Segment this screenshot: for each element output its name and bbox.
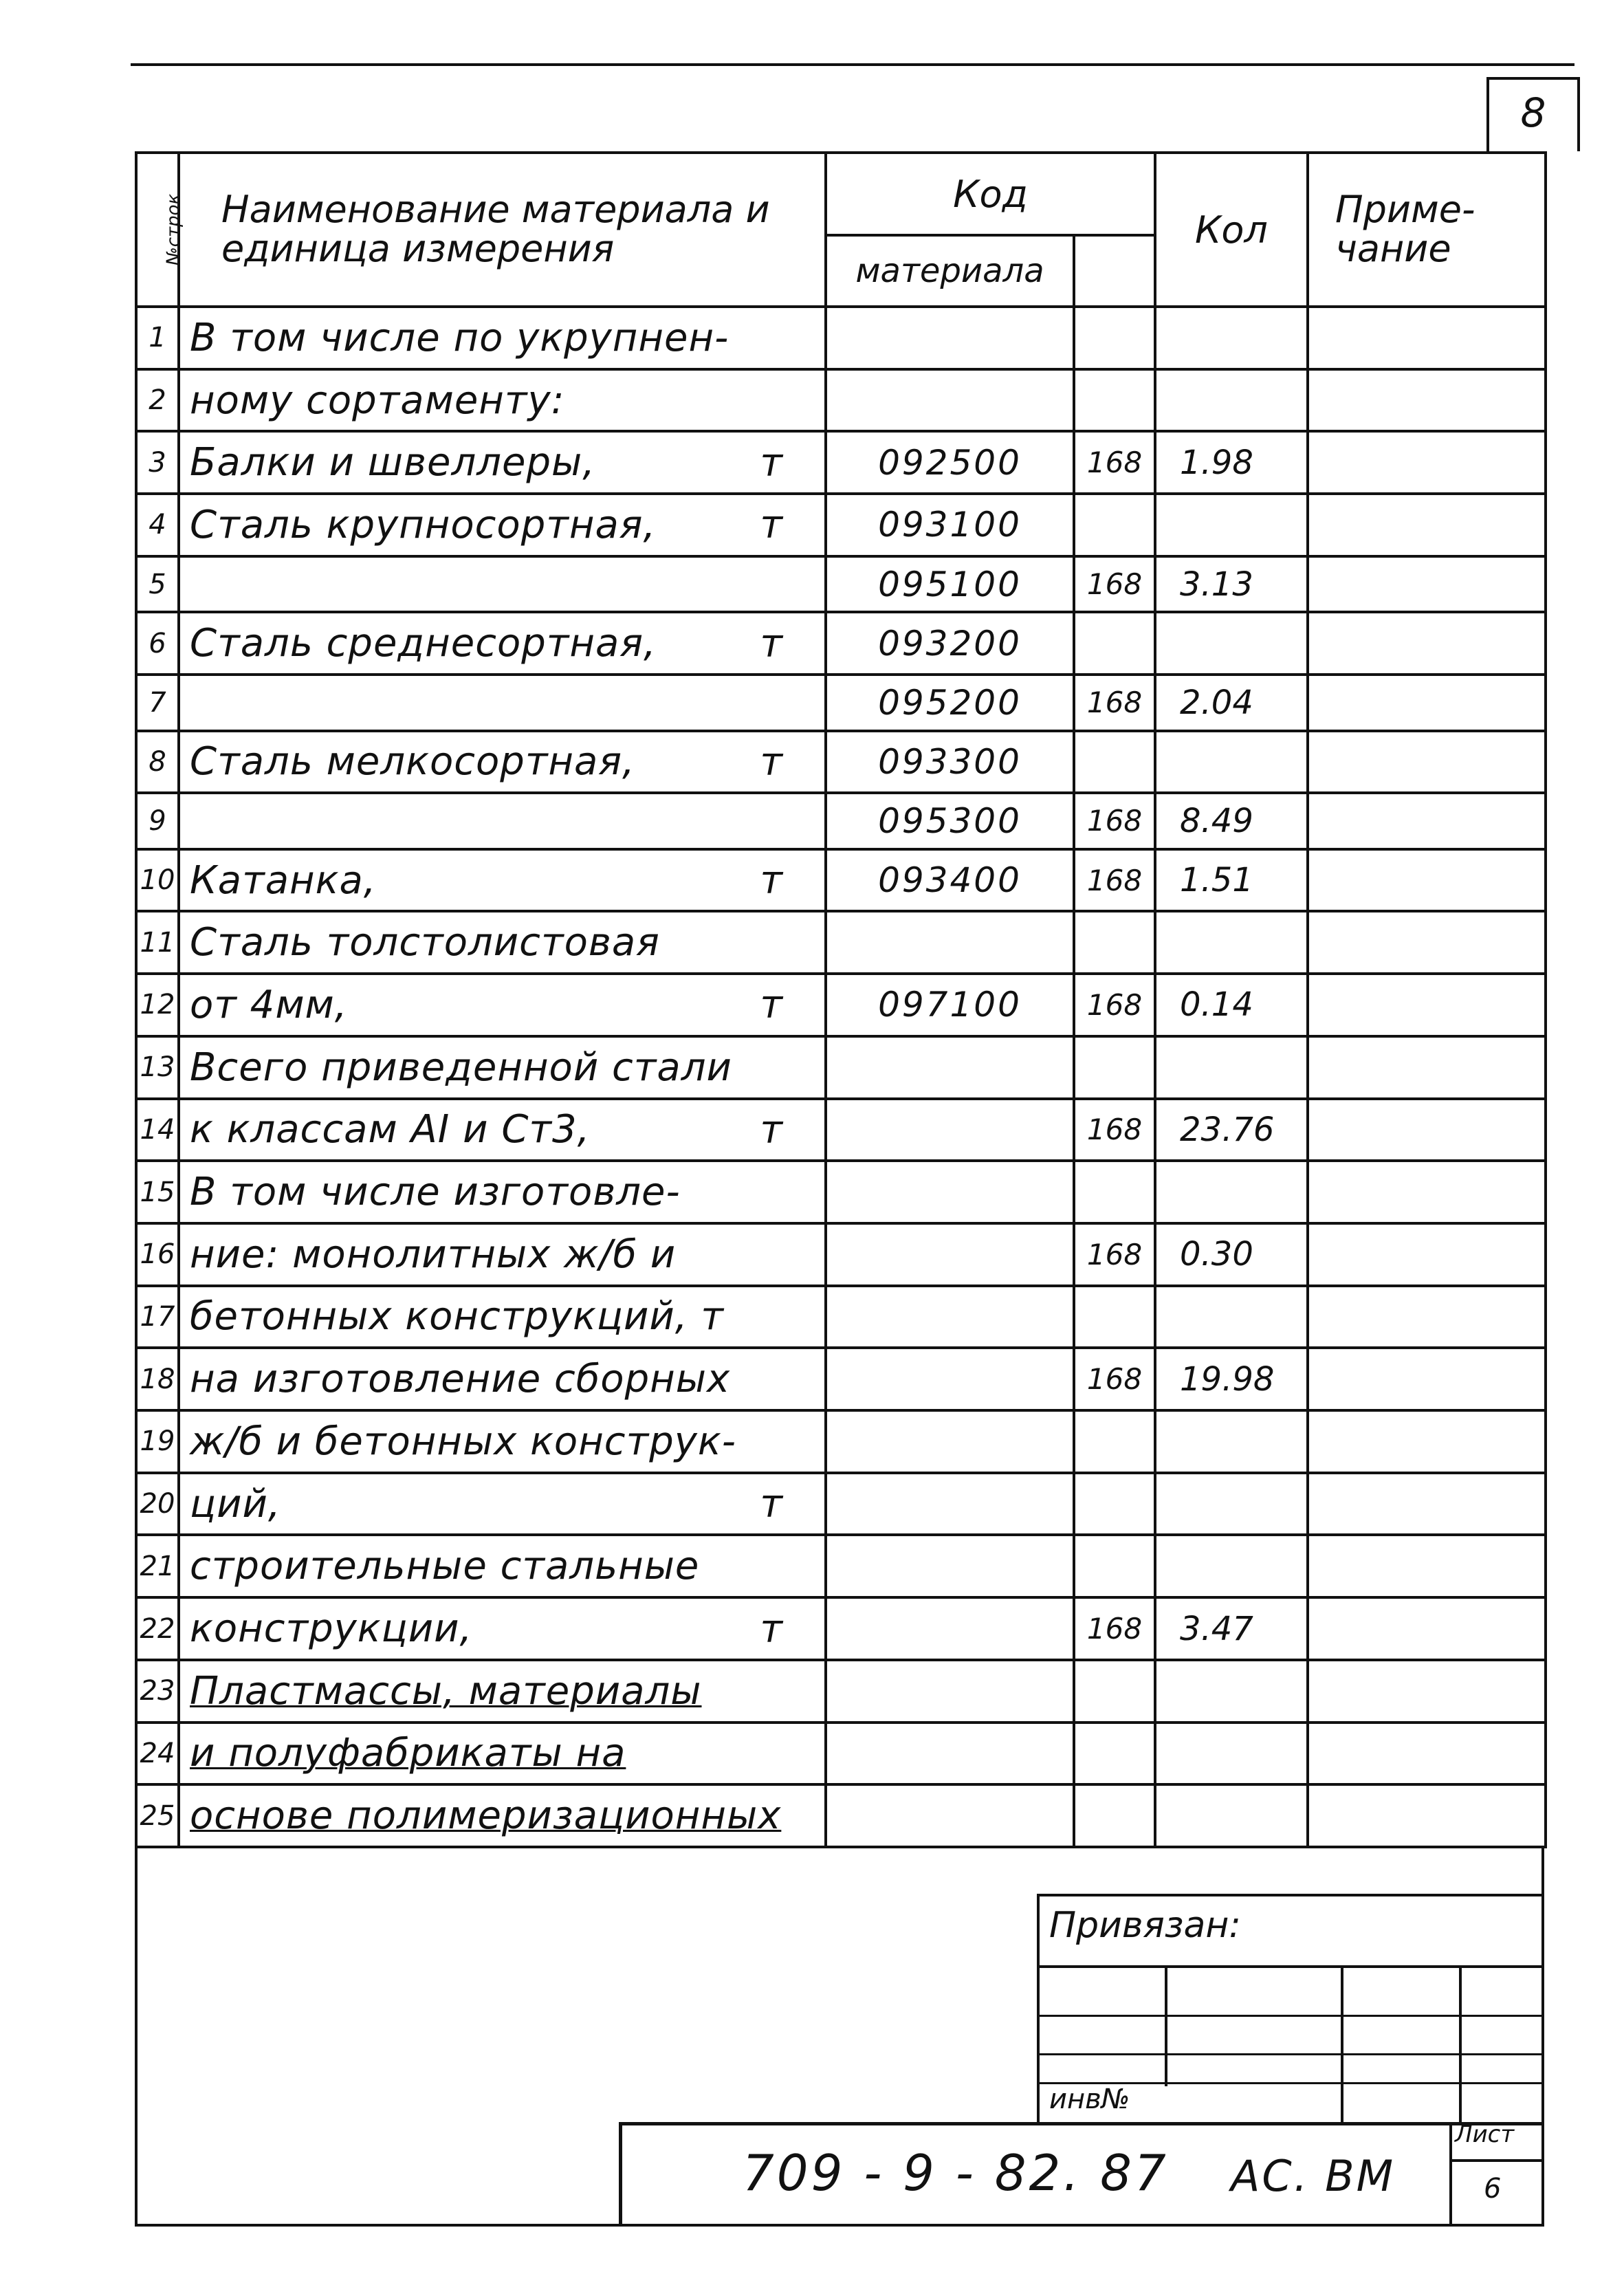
- row-number: 11: [136, 911, 179, 974]
- unit-of-measure: т: [760, 1606, 783, 1651]
- note: [1308, 911, 1546, 974]
- top-border-line: [131, 63, 1574, 66]
- table-row: [136, 1535, 1546, 1597]
- material-name-text: основе полимеризационных: [190, 1793, 782, 1839]
- material-name: [179, 1348, 826, 1410]
- material-name: [179, 731, 826, 794]
- material-name-text: Балки и швеллеры,: [190, 440, 596, 485]
- row-number: 1: [136, 307, 179, 369]
- unit-of-measure: т: [760, 440, 783, 485]
- note: [1308, 1723, 1546, 1785]
- note: [1308, 974, 1546, 1036]
- quantity: 19.98: [1155, 1348, 1308, 1410]
- material-name: [179, 1286, 826, 1348]
- unit-code: 168: [1074, 431, 1155, 494]
- quantity: [1155, 1473, 1308, 1535]
- unit-code: [1074, 494, 1155, 556]
- unit-code: [1074, 307, 1155, 369]
- sheet-number: 8: [1520, 89, 1546, 136]
- material-name: [179, 307, 826, 369]
- material-name: [179, 1784, 826, 1847]
- table-row: [136, 1410, 1546, 1473]
- row-number: 5: [136, 556, 179, 613]
- document-number: 709 - 9 - 82. 87: [743, 2144, 1169, 2202]
- unit-of-measure: т: [760, 1481, 783, 1527]
- material-name-text: ному сортаменту:: [190, 378, 565, 423]
- unit-code: [1074, 369, 1155, 432]
- quantity: [1155, 1535, 1308, 1597]
- attached-vline-1: [1165, 1965, 1167, 2086]
- material-name: [179, 911, 826, 974]
- unit-of-measure: т: [760, 739, 783, 785]
- quantity: 1.98: [1155, 431, 1308, 494]
- row-number-header-text: №строк: [163, 193, 184, 266]
- quantity: 2.04: [1155, 675, 1308, 731]
- document-mark: АС. ВМ: [1231, 2151, 1396, 2201]
- unit-code: [1074, 911, 1155, 974]
- quantity: [1155, 1723, 1308, 1785]
- unit-code: 168: [1074, 556, 1155, 613]
- quantity: [1155, 1286, 1308, 1348]
- frame-left-line: [135, 1848, 138, 2227]
- table-row: [136, 1223, 1546, 1286]
- material-code: [826, 1161, 1074, 1223]
- material-code: 095300: [826, 793, 1074, 849]
- note: [1308, 612, 1546, 675]
- quantity: 8.49: [1155, 793, 1308, 849]
- note: [1308, 431, 1546, 494]
- note: [1308, 731, 1546, 794]
- row-number: 16: [136, 1223, 179, 1286]
- material-code: 095100: [826, 556, 1074, 613]
- material-code: 093400: [826, 849, 1074, 912]
- unit-code: 168: [1074, 1597, 1155, 1660]
- material-name: [179, 1723, 826, 1785]
- note: [1308, 675, 1546, 731]
- material-code: [826, 1660, 1074, 1723]
- attached-vline-3: [1459, 1965, 1462, 2125]
- material-code: [826, 1223, 1074, 1286]
- row-number: 2: [136, 369, 179, 432]
- frame-bottom-line: [135, 2224, 1544, 2227]
- row-number: 21: [136, 1535, 179, 1597]
- unit-of-measure: т: [760, 621, 783, 666]
- material-name-text: конструкции,: [190, 1606, 473, 1651]
- unit-code: [1074, 1161, 1155, 1223]
- material-code: [826, 1723, 1074, 1785]
- note-header: Приме-чание: [1308, 153, 1546, 307]
- quantity: 1.51: [1155, 849, 1308, 912]
- row-number: 6: [136, 612, 179, 675]
- table-row: [136, 1723, 1546, 1785]
- unit-of-measure: т: [760, 1107, 783, 1152]
- table-row: [136, 1161, 1546, 1223]
- unit-code: 168: [1074, 1223, 1155, 1286]
- attached-label: Привязан:: [1049, 1905, 1241, 1946]
- material-name: [179, 1099, 826, 1161]
- note: [1308, 307, 1546, 369]
- unit-code: [1074, 1660, 1155, 1723]
- note: [1308, 1286, 1546, 1348]
- material-name-text: и полуфабрикаты на: [190, 1731, 626, 1776]
- note: [1308, 556, 1546, 613]
- material-name: [179, 1660, 826, 1723]
- table-row: [136, 494, 1546, 556]
- attached-block-left: [1037, 1894, 1040, 2125]
- material-name: [179, 849, 826, 912]
- material-name: [179, 1410, 826, 1473]
- table-row: [136, 793, 1546, 849]
- sheet-value: 6: [1484, 2173, 1502, 2205]
- material-code: [826, 1099, 1074, 1161]
- quantity: [1155, 494, 1308, 556]
- table-row: [136, 1286, 1546, 1348]
- title-block-top: [619, 2122, 1544, 2125]
- material-code: 095200: [826, 675, 1074, 731]
- note: [1308, 1660, 1546, 1723]
- sheet-cell-divider: [1449, 2159, 1544, 2162]
- quantity: [1155, 911, 1308, 974]
- material-name: [179, 1473, 826, 1535]
- unit-of-measure: т: [760, 982, 783, 1027]
- table-row: [136, 369, 1546, 432]
- attached-block-top: [1037, 1894, 1544, 1896]
- unit-code: [1074, 1723, 1155, 1785]
- material-name-text: ж/б и бетонных конструк-: [190, 1419, 736, 1464]
- material-name-text: бетонных конструкций, т: [190, 1294, 725, 1340]
- note: [1308, 793, 1546, 849]
- row-number: 25: [136, 1784, 179, 1847]
- material-name: [179, 1223, 826, 1286]
- table-row: [136, 849, 1546, 912]
- note: [1308, 1473, 1546, 1535]
- unit-code: [1074, 731, 1155, 794]
- material-name: [179, 974, 826, 1036]
- material-name: [179, 1161, 826, 1223]
- material-name-text: от 4мм,: [190, 982, 348, 1027]
- row-number: 17: [136, 1286, 179, 1348]
- material-code: [826, 1036, 1074, 1099]
- frame-right-line: [1541, 1848, 1544, 2227]
- table-row: [136, 911, 1546, 974]
- material-code: [826, 911, 1074, 974]
- material-name-text: на изготовление сборных: [190, 1357, 731, 1402]
- material-code: 092500: [826, 431, 1074, 494]
- material-name-text: В том числе изготовле-: [190, 1170, 681, 1215]
- note: [1308, 1410, 1546, 1473]
- sheet-number-box: [1486, 77, 1580, 151]
- row-number: 18: [136, 1348, 179, 1410]
- table-row: [136, 974, 1546, 1036]
- material-code: [826, 1784, 1074, 1847]
- unit-of-measure: т: [760, 857, 783, 903]
- note: [1308, 1099, 1546, 1161]
- note: [1308, 1784, 1546, 1847]
- row-number: 24: [136, 1723, 179, 1785]
- material-name: [179, 556, 826, 613]
- unit-code: [1074, 1410, 1155, 1473]
- row-number: 12: [136, 974, 179, 1036]
- material-name-text: Катанка,: [190, 857, 377, 903]
- table-row: [136, 307, 1546, 369]
- row-number: 20: [136, 1473, 179, 1535]
- material-name: [179, 431, 826, 494]
- material-name: [179, 1036, 826, 1099]
- row-number: 19: [136, 1410, 179, 1473]
- table-row: [136, 556, 1546, 613]
- table-row: [136, 731, 1546, 794]
- unit-code: [1074, 1036, 1155, 1099]
- material-code-header: материала: [826, 235, 1074, 307]
- unit-code: 168: [1074, 1099, 1155, 1161]
- note: [1308, 1036, 1546, 1099]
- quantity-header: Кол: [1155, 153, 1308, 307]
- material-code: [826, 1286, 1074, 1348]
- unit-code: [1074, 1473, 1155, 1535]
- materials-table: [135, 151, 1547, 1848]
- material-name-text: Сталь мелкосортная,: [190, 739, 635, 785]
- sheet-label: Лист: [1455, 2121, 1515, 2148]
- unit-code: 168: [1074, 793, 1155, 849]
- quantity: 0.30: [1155, 1223, 1308, 1286]
- note: [1308, 494, 1546, 556]
- row-number: 7: [136, 675, 179, 731]
- quantity: [1155, 1036, 1308, 1099]
- attached-line-2: [1037, 2015, 1544, 2017]
- material-name-text: Всего приведенной стали: [190, 1045, 732, 1090]
- table-row: [136, 1099, 1546, 1161]
- table-row: [136, 675, 1546, 731]
- material-name-text: ций,: [190, 1481, 281, 1527]
- material-code: [826, 1535, 1074, 1597]
- material-name: [179, 1535, 826, 1597]
- unit-code: [1074, 1286, 1155, 1348]
- sheet-cell-left: [1449, 2122, 1452, 2227]
- table-row: [136, 431, 1546, 494]
- row-number: 9: [136, 793, 179, 849]
- table-row: [136, 1660, 1546, 1723]
- unit-code: 168: [1074, 675, 1155, 731]
- row-number: 23: [136, 1660, 179, 1723]
- material-name-text: к классам АⅠ и Ст3,: [190, 1107, 591, 1152]
- material-name-text: Сталь толстолистовая: [190, 920, 660, 965]
- material-name-text: Сталь среднесортная,: [190, 621, 657, 666]
- row-number: 4: [136, 494, 179, 556]
- unit-code: [1074, 1784, 1155, 1847]
- table-row: [136, 612, 1546, 675]
- quantity: [1155, 731, 1308, 794]
- material-name: [179, 675, 826, 731]
- row-number: 3: [136, 431, 179, 494]
- unit-code: 168: [1074, 974, 1155, 1036]
- material-code: [826, 1348, 1074, 1410]
- unit-code: [1074, 612, 1155, 675]
- table-row: [136, 1784, 1546, 1847]
- quantity: 0.14: [1155, 974, 1308, 1036]
- material-code: [826, 1597, 1074, 1660]
- row-number-header: [136, 153, 184, 307]
- material-code: 093100: [826, 494, 1074, 556]
- quantity: 23.76: [1155, 1099, 1308, 1161]
- material-code: [826, 1410, 1074, 1473]
- quantity: [1155, 1410, 1308, 1473]
- quantity: 3.13: [1155, 556, 1308, 613]
- material-name-text: В том числе по укрупнен-: [190, 315, 729, 360]
- row-number: 15: [136, 1161, 179, 1223]
- title-block-left: [619, 2122, 622, 2227]
- unit-code: 168: [1074, 849, 1155, 912]
- quantity: [1155, 1161, 1308, 1223]
- material-name: [179, 793, 826, 849]
- attached-line-1: [1037, 1965, 1544, 1968]
- material-code: [826, 369, 1074, 432]
- quantity: [1155, 612, 1308, 675]
- table-row: [136, 1473, 1546, 1535]
- material-code: [826, 307, 1074, 369]
- inventory-label: инв№: [1049, 2084, 1130, 2115]
- material-name: [179, 369, 826, 432]
- material-name: [179, 1597, 826, 1660]
- attached-line-3: [1037, 2053, 1544, 2055]
- material-code: 093200: [826, 612, 1074, 675]
- note: [1308, 1597, 1546, 1660]
- unit-code-header: [1074, 235, 1155, 307]
- unit-code: 168: [1074, 1348, 1155, 1410]
- quantity: [1155, 1784, 1308, 1847]
- material-code: 093300: [826, 731, 1074, 794]
- material-name-text: ние: монолитных ж/б и: [190, 1232, 677, 1277]
- material-name-header: Наименование материала и единица измерения: [179, 153, 826, 307]
- quantity: 3.47: [1155, 1597, 1308, 1660]
- note: [1308, 1161, 1546, 1223]
- material-code: [826, 1473, 1074, 1535]
- note: [1308, 849, 1546, 912]
- attached-vline-2: [1341, 1965, 1343, 2125]
- material-name-text: строительные стальные: [190, 1544, 700, 1589]
- row-number: 8: [136, 731, 179, 794]
- quantity: [1155, 1660, 1308, 1723]
- quantity: [1155, 369, 1308, 432]
- unit-code: [1074, 1535, 1155, 1597]
- note: [1308, 1223, 1546, 1286]
- table-row: [136, 1036, 1546, 1099]
- material-name-text: Пластмассы, материалы: [190, 1668, 702, 1714]
- code-header: Код: [826, 153, 1155, 235]
- table-row: [136, 1348, 1546, 1410]
- material-name: [179, 612, 826, 675]
- note: [1308, 369, 1546, 432]
- row-number: 13: [136, 1036, 179, 1099]
- quantity: [1155, 307, 1308, 369]
- material-name: [179, 494, 826, 556]
- material-name-text: Сталь крупносортная,: [190, 502, 657, 547]
- note: [1308, 1535, 1546, 1597]
- row-number: 10: [136, 849, 179, 912]
- unit-of-measure: т: [760, 502, 783, 547]
- material-code: 097100: [826, 974, 1074, 1036]
- table-row: [136, 1597, 1546, 1660]
- row-number: 14: [136, 1099, 179, 1161]
- row-number: 22: [136, 1597, 179, 1660]
- note: [1308, 1348, 1546, 1410]
